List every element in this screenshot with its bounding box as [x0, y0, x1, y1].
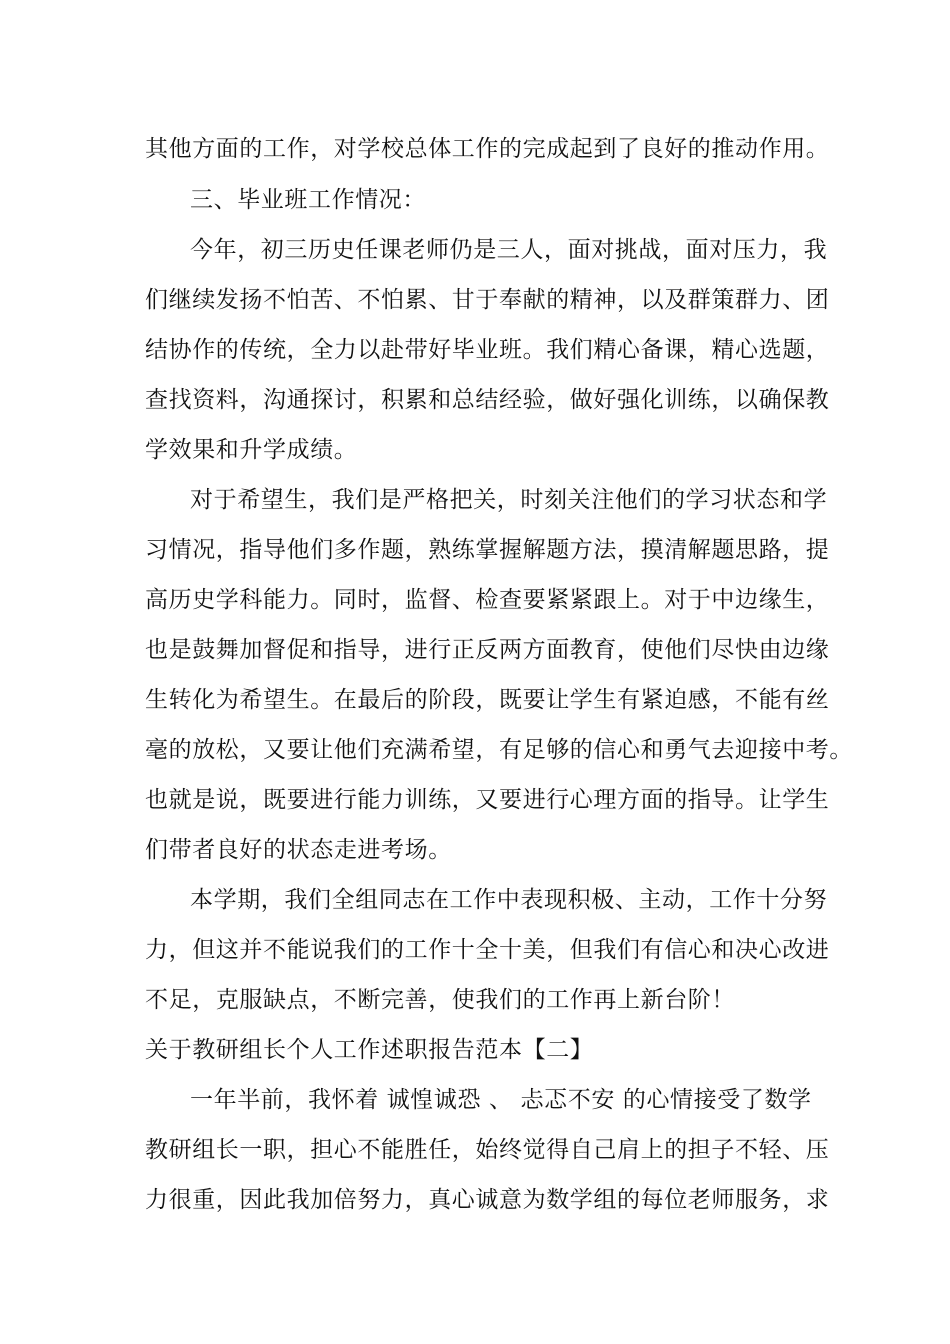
paragraph-line: 也是鼓舞加督促和指导，进行正反两方面教育，使他们尽快由边缘	[145, 637, 830, 663]
paragraph-line: 对于希望生，我们是严格把关，时刻关注他们的学习状态和学	[190, 487, 828, 513]
paragraph-line: 结协作的传统，全力以赴带好毕业班。我们精心备课，精心选题，	[145, 337, 830, 363]
paragraph-line: 一年半前，我怀着 诚惶诚恐 、 忐忑不安 的心情接受了数学	[190, 1087, 812, 1113]
paragraph-line: 毫的放松，又要让他们充满希望，有足够的信心和勇气去迎接中考。	[145, 737, 853, 763]
paragraph-line: 今年，初三历史任课老师仍是三人，面对挑战，面对压力，我	[190, 237, 828, 263]
paragraph-line: 学效果和升学成绩。	[145, 437, 358, 463]
paragraph-line: 力，但这并不能说我们的工作十全十美，但我们有信心和决心改进	[145, 937, 830, 963]
paragraph-line: 也就是说，既要进行能力训练，又要进行心理方面的指导。让学生	[145, 787, 830, 813]
paragraph-line: 力很重，因此我加倍努力，真心诚意为数学组的每位老师服务，求	[145, 1187, 830, 1213]
paragraph-line: 高历史学科能力。同时，监督、检查要紧紧跟上。对于中边缘生，	[145, 587, 830, 613]
paragraph-line: 不足，克服缺点，不断完善，使我们的工作再上新台阶！	[145, 987, 735, 1013]
paragraph-line: 们继续发扬不怕苦、不怕累、甘于奉献的精神，以及群策群力、团	[145, 287, 830, 313]
paragraph-line: 们带者良好的状态走进考场。	[145, 837, 452, 863]
paragraph-line: 生转化为希望生。在最后的阶段，既要让学生有紧迫感，不能有丝	[145, 687, 830, 713]
section-heading: 三、毕业班工作情况：	[190, 187, 426, 213]
document-heading: 关于教研组长个人工作述职报告范本【二】	[145, 1037, 594, 1063]
paragraph-line: 习情况，指导他们多作题，熟练掌握解题方法，摸清解题思路，提	[145, 537, 830, 563]
paragraph-line: 查找资料，沟通探讨，积累和总结经验，做好强化训练，以确保教	[145, 387, 830, 413]
paragraph-line: 本学期，我们全组同志在工作中表现积极、主动，工作十分努	[190, 887, 828, 913]
paragraph-line: 教研组长一职，担心不能胜任，始终觉得自己肩上的担子不轻、压	[145, 1137, 830, 1163]
paragraph-line: 其他方面的工作，对学校总体工作的完成起到了良好的推动作用。	[145, 136, 830, 162]
